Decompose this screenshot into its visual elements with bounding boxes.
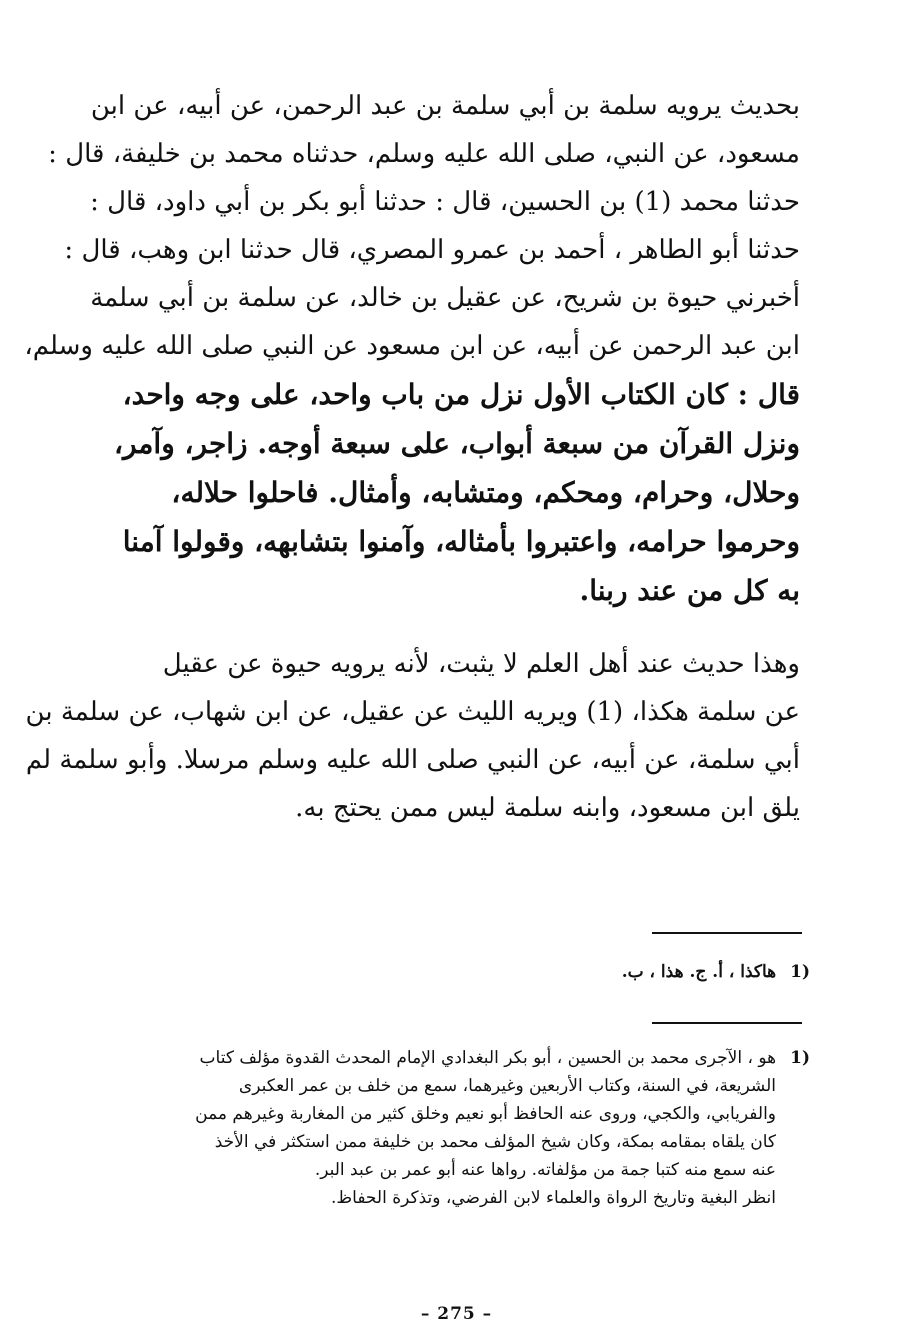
hadith-text-line: به كل من عند ربنا. — [579, 574, 800, 607]
hadith-text-line: قال : كان الكتاب الأول نزل من باب واحد، على وجه واحد، — [122, 378, 800, 411]
text-line: حدثنا محمد (1) بن الحسين، قال : حدثنا أبو بكر بن أبي داود، قال : — [90, 187, 800, 217]
footnote-1 — [150, 958, 810, 986]
footnote-line: الشريعة، في السنة، وكتاب الأربعين وغيرهما، سمع من خلف بن عمر العكبرى — [238, 1076, 776, 1096]
hadith-text-line: ونزل القرآن من سبعة أبواب، على سبعة أوجه. زاجر، وآمر، — [113, 427, 800, 460]
footnote-line: انظر البغية وتاريخ الرواة والعلماء لابن الفرضي، وتذكرة الحفاظ. — [331, 1188, 776, 1208]
text-line: بحديث يرويه سلمة بن أبي سلمة بن عبد الرحمن، عن أبيه، عن ابن — [90, 91, 800, 121]
footnote-text: هو ، الآجرى محمد بن الحسين ، أبو بكر البغدادي الإمام المحدث القدوة مؤلف كتاب — [199, 1048, 777, 1068]
footnote-text: هاكذا ، أ. ج. هذا ، ب. — [621, 962, 777, 982]
text-line: وهذا حديث عند أهل العلم لا يثبت، لأنه يرويه حيوة عن عقيل — [162, 649, 800, 679]
footnote-line: كان يلقاه بمقامه بمكة، وكان شيخ المؤلف محمد بن خليفة ممن استكثر في الأخذ — [214, 1132, 776, 1152]
footnote-marker: 1) — [790, 1048, 810, 1068]
text-line: عن سلمة هكذا، (1) ويريه الليث عن عقيل، عن ابن شهاب، عن سلمة بن — [25, 697, 800, 727]
footnote-separator — [652, 1022, 802, 1024]
footnote-line — [150, 1044, 810, 1072]
footnote-line — [150, 958, 810, 986]
text-line: ابن عبد الرحمن عن أبيه، عن ابن مسعود عن النبي صلى الله عليه وسلم، — [24, 331, 800, 361]
paragraph-2 — [25, 640, 800, 832]
footnote-marker: 1) — [790, 962, 810, 982]
page-number: – 275 – — [420, 1304, 493, 1324]
paragraph-1 — [24, 82, 800, 615]
hadith-text-line: وحرموا حرامه، واعتبروا بأمثاله، وآمنوا بتشابهه، وقولوا آمنا — [122, 525, 800, 558]
footnote-separator — [652, 932, 802, 934]
text-line: يلق ابن مسعود، وابنه سلمة ليس ممن يحتج به. — [295, 793, 800, 823]
text-line: حدثنا أبو الطاهر ، أحمد بن عمرو المصري، قال حدثنا ابن وهب، قال : — [64, 235, 800, 265]
text-line: مسعود، عن النبي، صلى الله عليه وسلم، حدثناه محمد بن خليفة، قال : — [48, 139, 800, 169]
footnote-2 — [150, 1044, 810, 1212]
text-line: أبي سلمة، عن أبيه، عن النبي صلى الله عليه وسلم مرسلا. وأبو سلمة لم — [25, 745, 800, 775]
footnote-line: والفريابي، والكجي، وروى عنه الحافظ أبو نعيم وخلق كثير من المغاربة وغيرهم ممن — [195, 1104, 776, 1124]
footnote-line: عنه سمع منه كتبا جمة من مؤلفاته. رواها عنه أبو عمر بن عبد البر. — [314, 1160, 776, 1180]
text-line: أخبرني حيوة بن شريح، عن عقيل بن خالد، عن سلمة بن أبي سلمة — [90, 283, 800, 313]
hadith-text-line: وحلال، وحرام، ومحكم، ومتشابه، وأمثال. فاحلوا حلاله، — [171, 476, 800, 509]
